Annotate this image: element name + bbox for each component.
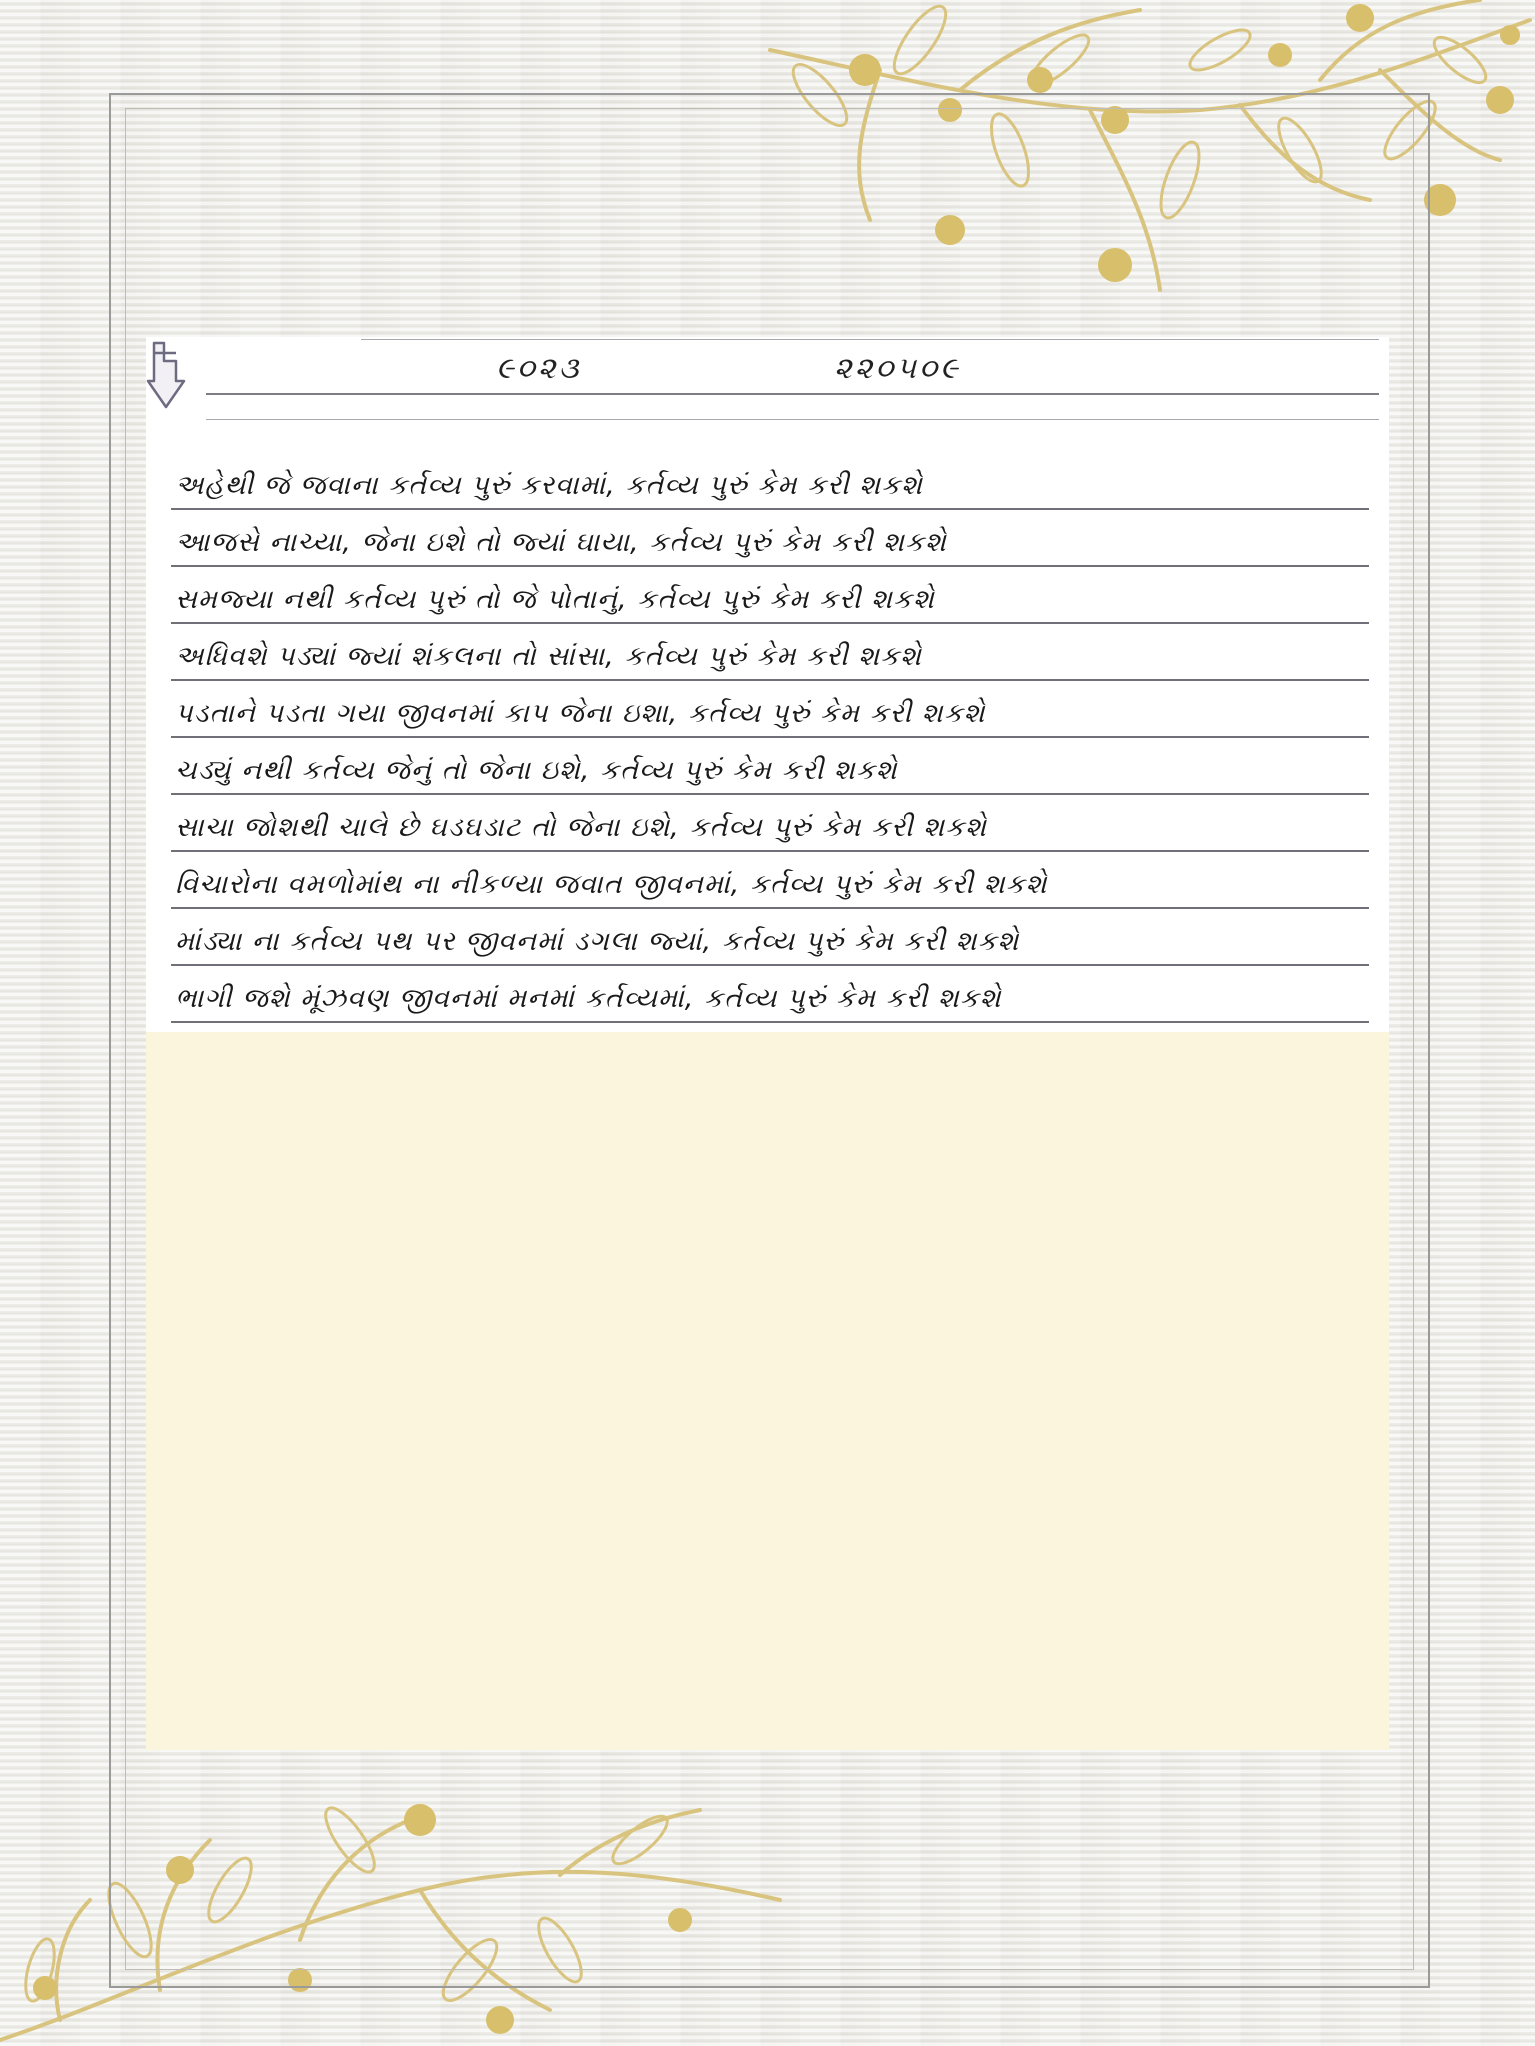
header-number-right: ૨૨૦૫૦૯ — [834, 351, 961, 386]
note-header — [146, 337, 1389, 399]
line-text: પડતાને પડતા ગયા જીવનમાં કાપ જેના ઇશા, કર્તવ્ય પુરું કેમ કરી શકશે — [175, 698, 986, 729]
line-text: સાચા જોશથી ચાલે છે ઘડઘડાટ તો જેના ઇશે, કર્તવ્ય પુરું કેમ કરી શકશે — [175, 812, 987, 843]
text-line — [171, 909, 1369, 966]
line-text: અધિવશે પડ્યાં જ્યાં શંકલના તો સાંસા, કર્તવ્ય પુરું કેમ કરી શકશે — [175, 641, 922, 672]
text-line — [171, 738, 1369, 795]
cream-panel — [146, 1032, 1389, 1750]
text-line — [171, 681, 1369, 738]
text-line — [171, 852, 1369, 909]
line-text: વિચારોના વમળોમાંથ ના નીકળ્યા જવાત જીવનમાં, કર્તવ્ય પુરું કેમ કરી શકશે — [175, 869, 1048, 900]
text-line — [171, 567, 1369, 624]
header-number-left: ૯૦૨૩ — [496, 351, 582, 386]
handwritten-lines — [171, 453, 1369, 1023]
text-line — [171, 453, 1369, 510]
text-line — [171, 795, 1369, 852]
line-text: માંડ્યા ના કર્તવ્ય પથ પર જીવનમાં ડગલા જ્યાં, કર્તવ્ય પુરું કેમ કરી શકશે — [175, 926, 1020, 957]
line-text: સમજ્યા નથી કર્તવ્ય પુરું તો જે પોતાનું, કર્તવ્ય પુરું કેમ કરી શકશે — [175, 584, 935, 615]
text-line — [171, 510, 1369, 567]
header-rule-2 — [206, 419, 1379, 420]
text-line — [171, 624, 1369, 681]
line-text: આજસે નાચ્યા, જેના ઇશે તો જ્યાં ઘાયા, કર્તવ્ય પુરું કેમ કરી શકશે — [175, 527, 947, 558]
text-line — [171, 966, 1369, 1023]
line-text: ચડ્યું નથી કર્તવ્ય જેનું તો જેના ઇશે, કર્તવ્ય પુરું કેમ કરી શકશે — [175, 755, 898, 786]
line-text: અહેથી જે જવાના કર્તવ્ય પુરું કરવામાં, કર્તવ્ય પુરું કેમ કરી શકશે — [175, 470, 923, 501]
handwritten-note-paper — [146, 337, 1389, 1032]
line-text: ભાગી જશે મૂંઝવણ જીવનમાં મનમાં કર્તવ્યમાં, કર્તવ્ય પુરું કેમ કરી શકશે — [175, 983, 1002, 1014]
